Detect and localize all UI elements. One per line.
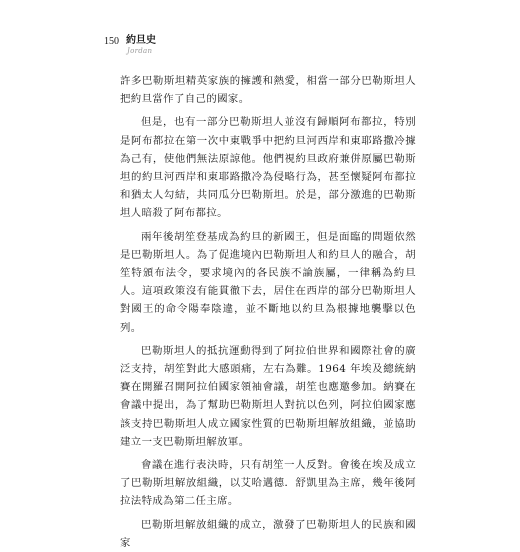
paragraph: 兩年後胡笙登基成為約旦的新國王，但是面臨的問題依然是巴勒斯坦人。為了促進境內巴勒斯坦人和約旦人的融合，胡笙特頒布法令，要求境內的各民族不論族屬，一律稱為約旦人。這項政策沒有能貫徹下去，居住在西岸的部分巴勒斯坦人對國王的命令陽奉陰違，並不斷地以約旦為根據地襲擊以色列。 bbox=[120, 230, 416, 334]
paragraph: 會議在進行表決時，只有胡笙一人反對。會後在埃及成立了巴勒斯坦解放組織，以艾哈邁德．舒凱里為主席，幾年後阿拉法特成為第二任主席。 bbox=[120, 459, 416, 508]
paragraph-continued: 許多巴勒斯坦精英家族的擁護和熱愛，相當一部分巴勒斯坦人把約旦當作了自己的國家。 bbox=[120, 75, 416, 106]
running-header bbox=[104, 35, 156, 55]
book-subtitle: Jordan bbox=[127, 47, 153, 55]
book-title: 約旦史 bbox=[126, 35, 156, 46]
paragraph: 但是，也有一部分巴勒斯坦人並沒有歸順阿布都拉，特別是阿布都拉在第一次中東戰爭中把約旦河西岸和東耶路撒冷據為己有，使他們無法原諒他。他們視約旦政府兼併原屬巴勒斯坦的約旦河西岸和東耶路撒冷為侵略行為，甚至懷疑阿布都拉和猶太人勾結，共同瓜分巴勒斯坦。於是，部分激進的巴勒斯坦人暗殺了阿布都拉。 bbox=[120, 116, 416, 220]
page-number: 150 bbox=[104, 36, 119, 47]
body-text bbox=[120, 72, 416, 552]
paragraph: 巴勒斯坦人的抵抗運動得到了阿拉伯世界和國際社會的廣泛支持，胡笙對此大感頭痛，左右為難。1964 年埃及總統納賽在開羅召開阿拉伯國家領袖會議，胡笙也應邀參加。納賽在會議中提出，為了幫助巴勒斯坦人對抗以色列，阿拉伯國家應該支持巴勒斯坦人成立國家性質的巴勒斯坦解放組織，並協助建立一支巴勒斯坦解放軍。 bbox=[120, 344, 416, 448]
paragraph: 巴勒斯坦解放組織的成立，激發了巴勒斯坦人的民族和國家 bbox=[120, 518, 416, 549]
running-header-title-block bbox=[126, 35, 156, 55]
